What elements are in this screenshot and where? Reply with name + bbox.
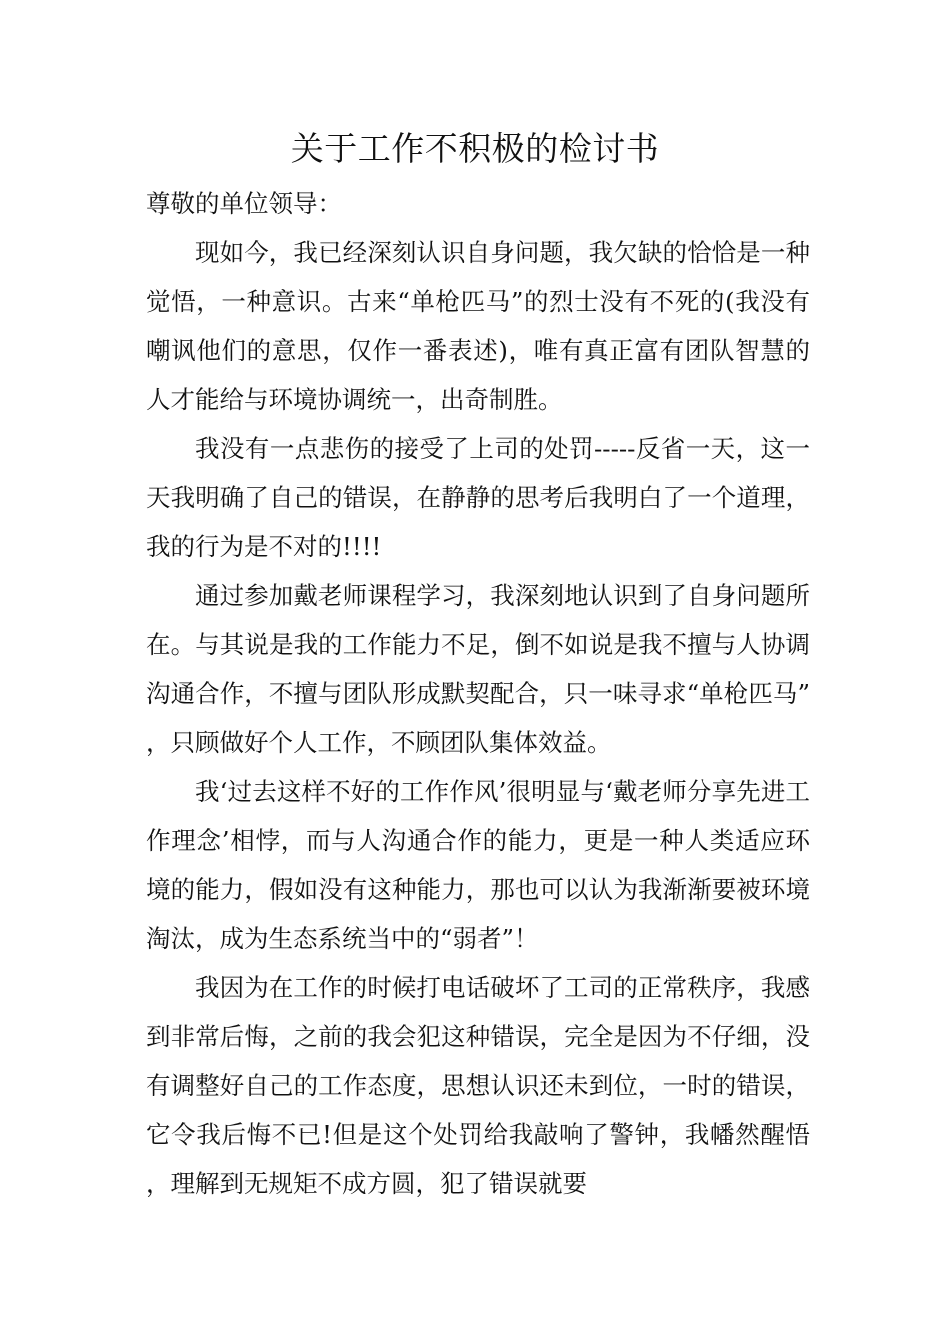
paragraph-2: 我没有一点悲伤的接受了上司的处罚-----反省一天，这一天我明确了自己的错误，在静静的思考后我明白了一个道理，我的行为是不对的!!!! [146, 434, 810, 561]
salutation: 尊敬的单位领导： [146, 189, 342, 218]
paragraph-5: 我因为在工作的时候打电话破坏了工司的正常秩序，我感到非常后悔，之前的我会犯这种错误，完全是因为不仔细，没有调整好自己的工作态度，思想认识还未到位，一时的错误，它令我后悔不已!但是这个处罚给我敲响了警钟，我幡然醒悟，理解到无规矩不成方圆，犯了错误就要 [146, 973, 810, 1198]
document-title: 关于工作不积极的检讨书 [290, 129, 660, 168]
paragraph-4: 我‘过去这样不好的工作作风’很明显与‘戴老师分享先进工作理念’相悖，而与人沟通合作的能力，更是一种人类适应环境的能力，假如没有这种能力，那也可以认为我渐渐要被环境淘汰，成为生态系统当中的“弱者”！ [146, 777, 810, 953]
document-body [146, 179, 810, 1208]
paragraph-3: 通过参加戴老师课程学习，我深刻地认识到了自身问题所在。与其说是我的工作能力不足，倒不如说是我不擅与人协调沟通合作，不擅与团队形成默契配合，只一味寻求“单枪匹马”，只顾做好个人工作，不顾团队集体效益。 [146, 581, 810, 757]
paragraph-1: 现如今，我已经深刻认识自身问题，我欠缺的恰恰是一种觉悟，一种意识。古来“单枪匹马”的烈士没有不死的(我没有嘲讽他们的意思，仅作一番表述)，唯有真正富有团队智慧的人才能给与环境协调统一，出奇制胜。 [146, 238, 810, 414]
